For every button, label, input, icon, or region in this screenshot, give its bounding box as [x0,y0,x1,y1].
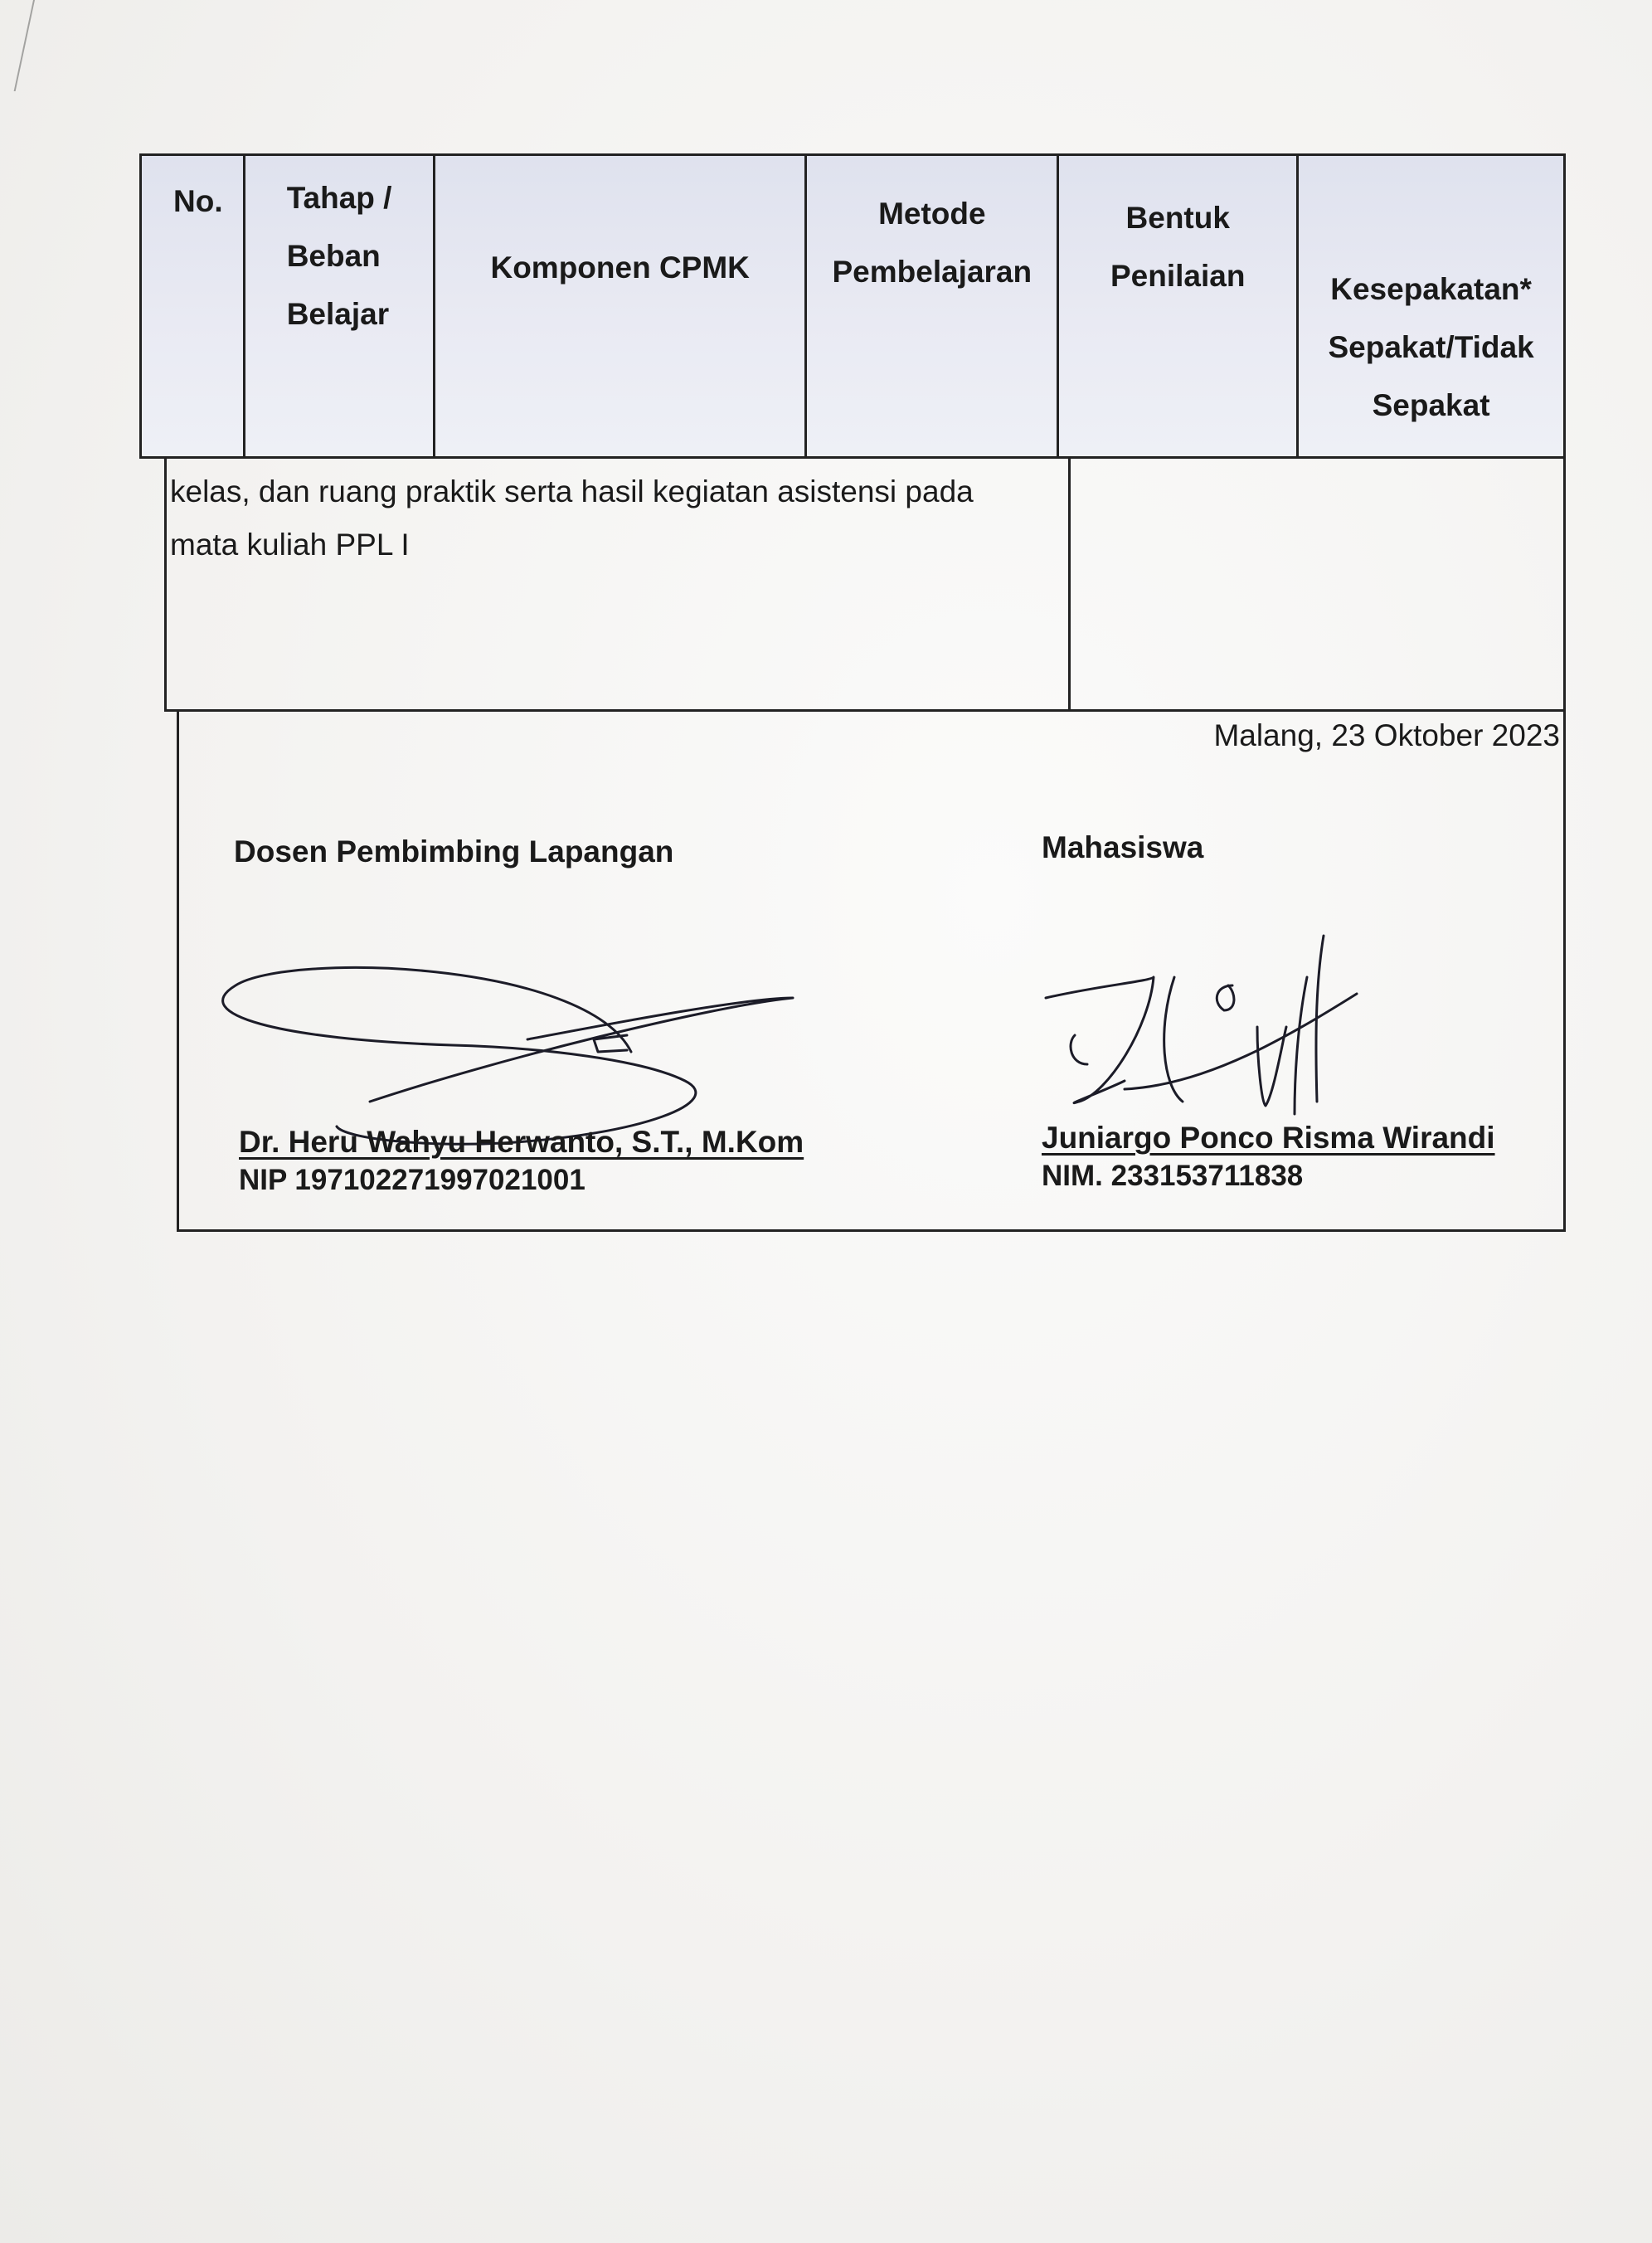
row-description [167,459,1071,709]
header-kesepakatan-label: Kesepakatan* [1330,272,1532,306]
header-bentuk-line: Penilaian [1110,259,1246,293]
header-metode-line: Metode [878,197,986,231]
signature-block [177,712,1566,1232]
header-kesepakatan-option: Sepakat [1372,388,1490,422]
row-text-line: mata kuliah PPL I [170,528,410,562]
header-tahap [245,156,435,456]
header-no [142,156,245,456]
header-bentuk-line: Bentuk [1125,201,1230,235]
header-metode [807,156,1059,456]
supervisor-role: Dosen Pembimbing Lapangan [234,834,674,868]
header-bentuk [1059,156,1299,456]
table-header [139,153,1566,459]
header-komponen-label: Komponen CPMK [490,251,750,285]
header-no-label: No. [173,184,223,218]
row-text-line: kelas, dan ruang praktik serta hasil kegiatan asistensi pada [170,474,974,508]
header-tahap-line: Belajar [286,297,390,331]
header-metode-line: Pembelajaran [832,255,1032,289]
student-role: Mahasiswa [1042,830,1204,864]
header-komponen [435,156,807,456]
row-agreement-cell [1071,459,1563,709]
header-kesepakatan-option: Sepakat/Tidak [1328,330,1534,364]
supervisor-signature [223,968,793,1145]
header-tahap-line: Tahap / [286,181,392,215]
place-date: Malang, 23 Oktober 2023 [1213,718,1560,752]
student-signature [1046,936,1357,1114]
supervisor-name: Dr. Heru Wahyu Herwanto, S.T., M.Kom [239,1125,804,1159]
header-kesepakatan [1299,156,1563,456]
student-name: Juniargo Ponco Risma Wirandi [1042,1121,1495,1155]
header-tahap-line: Beban [286,239,381,273]
student-nim: NIM. 233153711838 [1042,1160,1304,1192]
table-row [164,459,1566,712]
supervisor-nip: NIP 197102271997021001 [239,1164,585,1196]
